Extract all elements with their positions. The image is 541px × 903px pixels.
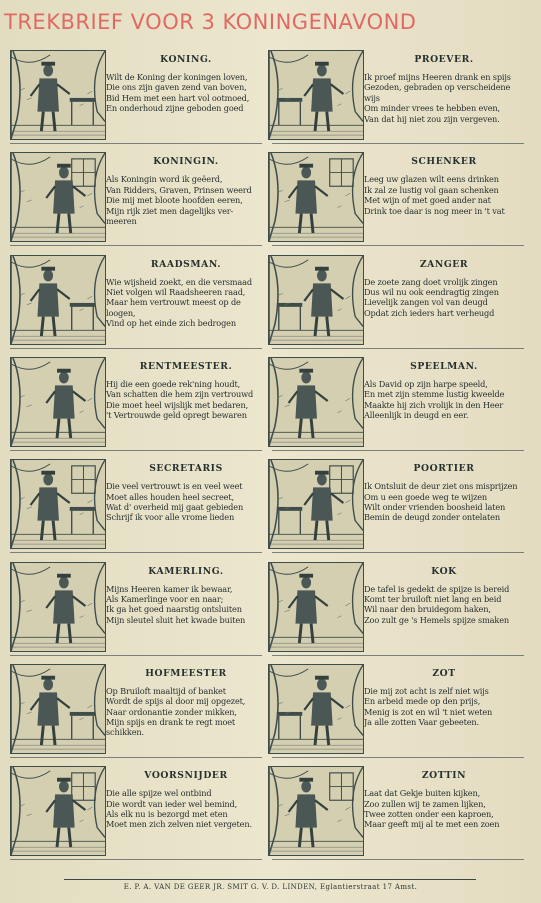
- verse-text: [106, 50, 266, 142]
- verse-line: Zoo zult ge 's Hemels spijze smaken: [364, 614, 510, 625]
- card-divider: [272, 655, 524, 656]
- card-heading: SCHENKER: [411, 156, 477, 168]
- verse-text: [106, 459, 266, 551]
- verse-line: Wilt onder vrienden boosheid laten: [364, 502, 506, 512]
- woodcut-illustration: [10, 562, 106, 652]
- verse-line: Moet alles houden heel secreet,: [106, 491, 234, 502]
- verse-card: [4, 455, 266, 555]
- card-divider: [10, 450, 262, 451]
- verse-line: Van schatten die hem zijn vertrouwd: [106, 389, 254, 400]
- verse-line: Twee zotten onder een kaproen,: [364, 808, 494, 819]
- verse-line: Maar hem vertrouwt meest op de: [106, 297, 241, 308]
- verse-line: Hij die een goede rek'ning houdt,: [106, 378, 241, 389]
- verse-card: [266, 660, 528, 760]
- card-heading: ZANGER: [419, 258, 469, 270]
- verse-card: [266, 148, 528, 248]
- verse-line: Drink toe daar is nog meer in 't vat: [364, 205, 505, 216]
- verse-line: 't Vertrouwde geld opregt bewaren: [106, 410, 247, 421]
- verse-line: Als Kamerlinge voor en naar;: [106, 593, 224, 604]
- verse-text: [364, 357, 524, 449]
- verse-line: Moet men zich zelven niet vergeten.: [106, 819, 252, 830]
- verse-line: Opdat zich ieders hart verheugd: [364, 307, 495, 318]
- verse-line: Als Koningin word ik geëerd,: [106, 174, 223, 185]
- verse-card: [266, 455, 528, 555]
- verse-line: loogen,: [106, 307, 136, 318]
- verse-card: [4, 558, 266, 658]
- verse-line: Om u een goede weg te wijzen: [364, 491, 488, 502]
- card-heading: PROEVER.: [414, 54, 474, 65]
- verse-text: [106, 357, 266, 449]
- verse-text: [106, 255, 266, 347]
- card-divider: [10, 552, 262, 553]
- woodcut-illustration: [268, 50, 364, 140]
- card-divider: [10, 348, 262, 349]
- verse-line: Bemin de deugd zonder ontelaten: [364, 512, 500, 523]
- verse-line: Van Ridders, Graven, Prinsen weerd: [106, 184, 252, 195]
- card-divider: [10, 245, 262, 246]
- card-divider: [272, 859, 524, 860]
- woodcut-illustration: [268, 255, 364, 345]
- card-heading: KOK: [431, 565, 457, 577]
- printer-imprint: E. P. A. VAN DE GEER JR. SMIT G. V. D. LINDEN, Eglantierstraat 17 Amst.: [123, 883, 418, 891]
- woodcut-illustration: [10, 357, 106, 447]
- verse-line: Dus wil nu ook eendragtig zingen: [364, 287, 499, 297]
- verse-line: Maar geeft mij al te met een zoen: [364, 819, 500, 830]
- verse-line: Niet volgen wil Raadsheeren raad,: [106, 287, 246, 297]
- verse-text: [106, 562, 266, 654]
- woodcut-illustration: [10, 664, 106, 754]
- verse-card: [266, 762, 528, 862]
- card-divider: [272, 245, 524, 246]
- verse-card: [4, 148, 266, 248]
- verse-line: Naar ordonantie zonder mikken,: [106, 706, 237, 717]
- verse-line: Ja alle zotten Vaar gebeeten.: [364, 717, 479, 728]
- verse-line: Als elk nu is bezorgd met eten: [106, 808, 228, 819]
- card-heading: HOFMEESTER: [145, 667, 227, 679]
- card-heading: ZOTTIN: [421, 770, 467, 782]
- card-divider: [272, 757, 524, 758]
- verse-line: Wat d' overheid mij gaat gebieden: [106, 502, 244, 512]
- verse-line: Die mij met bloote hoofden eeren,: [106, 195, 243, 206]
- card-heading: SECRETARIS: [149, 463, 223, 475]
- verse-line: Gezoden, gebraden op verscheidene: [364, 82, 511, 93]
- card-divider: [10, 859, 262, 860]
- verse-line: Bid Hem met een hart vol ootmoed,: [106, 92, 250, 103]
- verse-line: meeren: [106, 215, 137, 226]
- card-heading: POORTIER: [413, 463, 475, 475]
- verse-card: [4, 660, 266, 760]
- verse-line: Komt ter bruiloft niet lang en beid: [364, 593, 502, 604]
- woodcut-illustration: [10, 152, 106, 242]
- card-heading: KAMERLING.: [148, 565, 224, 577]
- verse-line: Die wordt van ieder wel bemind,: [106, 798, 238, 809]
- verse-text: [364, 562, 524, 654]
- verse-text: [364, 459, 524, 551]
- verse-line: Om minder vrees te hebben even,: [364, 103, 500, 114]
- verse-line: Wilt de Koning der koningen loven,: [106, 72, 248, 82]
- verse-line: Ik Ontsluit de deur ziet ons misprijzen: [364, 481, 518, 492]
- woodcut-illustration: [268, 459, 364, 549]
- verse-text: [364, 766, 524, 858]
- card-heading: VOORSNIJDER: [144, 770, 228, 782]
- card-divider: [10, 143, 262, 144]
- verse-text: [106, 766, 266, 858]
- verse-line: Mijn sleutel sluit het kwade buiten: [106, 614, 246, 625]
- woodcut-illustration: [268, 766, 364, 856]
- verse-line: Die mij zot acht is zelf niet wijs: [364, 685, 489, 696]
- verse-line: Menig is zot en wil 't niet weten: [364, 706, 493, 717]
- card-divider: [272, 143, 524, 144]
- verse-card: [266, 558, 528, 658]
- verse-line: Ik ga het goed naarstig ontsluiten: [106, 604, 242, 615]
- footer-rule: [64, 879, 476, 880]
- verse-line: Die ons zijn gaven zend van boven,: [106, 82, 247, 93]
- woodcut-illustration: [10, 50, 106, 140]
- card-divider: [272, 348, 524, 349]
- verse-line: Maakte hij zich vrolijk in den Heer: [364, 399, 504, 410]
- verse-line: En met zijn stemme lustig kweelde: [364, 389, 505, 400]
- verse-line: De tafel is gedekt de spijze is bereid: [364, 583, 510, 594]
- card-heading: RENTMEESTER.: [139, 360, 233, 372]
- verse-text: [364, 664, 524, 756]
- verse-line: Ik zal ze lustig vol gaan schenken: [364, 184, 499, 195]
- verse-line: Mijns Heeren kamer ik bewaar,: [106, 583, 233, 594]
- woodcut-illustration: [268, 357, 364, 447]
- verse-line: Die veel vertrouwt is en veel weet: [106, 481, 243, 492]
- card-divider: [10, 757, 262, 758]
- verse-line: Zoo zullen wij te zamen lijken,: [364, 798, 486, 809]
- verse-line: Van dat hij niet zou zijn vergeven.: [364, 113, 500, 124]
- verse-line: Met wijn of met goed ander nat: [364, 195, 491, 206]
- verse-card: [266, 46, 528, 146]
- verse-line: Lievelijk zangen vol van deugd: [364, 297, 488, 308]
- verse-line: En onderhoud zijne geboden goed: [106, 103, 244, 114]
- verse-line: Mijn rijk ziet men dagelijks ver-: [106, 205, 234, 216]
- verse-line: Leeg uw glazen wilt eens drinken: [364, 174, 499, 185]
- verse-line: schikken.: [106, 727, 144, 738]
- verse-line: Wie wijsheid zoekt, en die versmaad: [106, 276, 252, 287]
- card-divider: [10, 655, 262, 656]
- verse-text: [364, 255, 524, 347]
- verse-line: Mijn spijs en drank te regt moet: [106, 717, 236, 728]
- verse-line: Die alle spijze wel ontbind: [106, 788, 212, 799]
- verse-line: Laat dat Gekje buiten kijken,: [364, 788, 481, 799]
- card-heading: ZOT: [432, 667, 456, 679]
- sheet-title: TREKBRIEF VOOR 3 KONINGENAVOND: [4, 10, 417, 34]
- woodcut-illustration: [268, 562, 364, 652]
- verse-text: [106, 664, 266, 756]
- verse-line: Alleenlijk in deugd en eer.: [364, 410, 469, 421]
- verse-card: [266, 353, 528, 453]
- verse-line: Als David op zijn harpe speeld,: [364, 378, 488, 389]
- verse-card: [266, 251, 528, 351]
- verse-card: [4, 353, 266, 453]
- card-divider: [272, 552, 524, 553]
- verse-card: [4, 46, 266, 146]
- card-heading: KONING.: [160, 54, 212, 65]
- verse-line: Op Bruiloft maaltijd of banket: [106, 685, 226, 696]
- woodcut-illustration: [268, 664, 364, 754]
- verse-line: wijs: [364, 92, 380, 103]
- verse-text: [106, 152, 266, 244]
- verse-line: Schrijf ik voor alle vrome lieden: [106, 512, 235, 523]
- verse-card: [4, 762, 266, 862]
- card-heading: SPEELMAN.: [410, 360, 478, 372]
- woodcut-illustration: [10, 766, 106, 856]
- verse-line: En arbeid mede op den prijs,: [364, 696, 481, 707]
- verse-text: [364, 50, 524, 142]
- woodcut-illustration: [10, 255, 106, 345]
- card-heading: RAADSMAN.: [150, 258, 222, 270]
- verse-line: Vind op het einde zich bedrogen: [106, 318, 236, 329]
- verse-card: [4, 251, 266, 351]
- woodcut-illustration: [268, 152, 364, 242]
- verse-line: De zoete zang doet vrolijk zingen: [364, 276, 498, 287]
- card-heading: KONINGIN.: [153, 156, 219, 168]
- verse-line: Wordt de spijs al door mij opgezet,: [106, 696, 246, 707]
- card-divider: [272, 450, 524, 451]
- verse-line: Die moet heel wijslijk met bedaren,: [106, 399, 249, 410]
- verse-text: [364, 152, 524, 244]
- woodcut-illustration: [10, 459, 106, 549]
- verse-line: Ik proef mijns Heeren drank en spijs: [364, 72, 511, 82]
- verse-line: Wil naar den bruidegom haken,: [364, 604, 491, 615]
